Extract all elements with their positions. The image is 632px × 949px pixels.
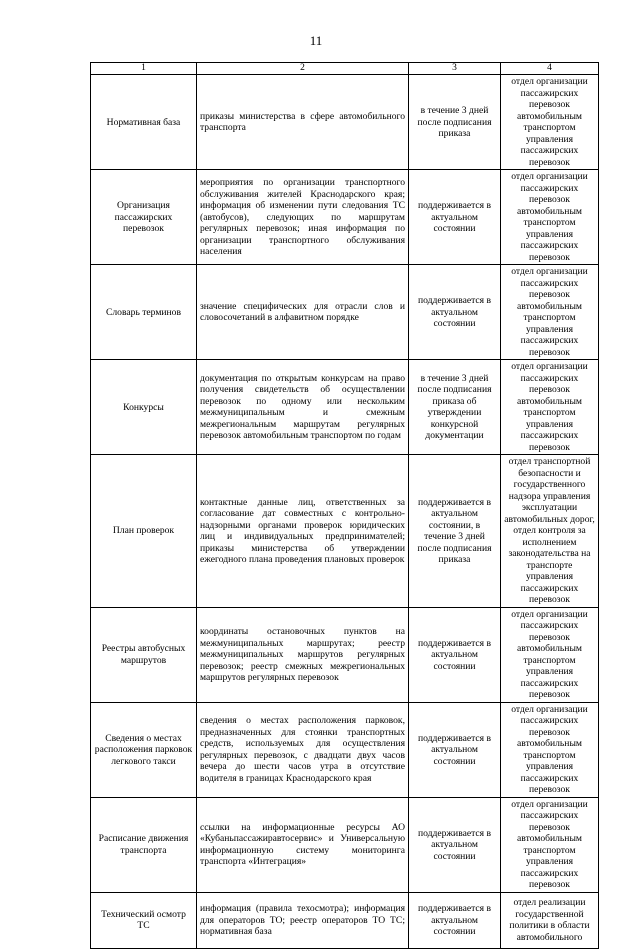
section-name: Конкурсы: [91, 360, 197, 455]
section-content: информация (правила техосмотра); информация для операторов ТО; реестр операторов ТО ТС; нормативная база: [197, 892, 409, 948]
section-content: координаты остановочных пунктов на межмуниципальных маршрутах; реестр межмуниципальных маршрутов регулярных перевозок; реестр смежных межрегиональных маршрутов регулярных перевозок: [197, 607, 409, 702]
column-number-1: 1: [91, 63, 197, 75]
section-name: Словарь терминов: [91, 265, 197, 360]
table-row: [91, 892, 599, 948]
table-row: [91, 607, 599, 702]
update-term: поддерживается в актуальном состоянии: [409, 265, 501, 360]
column-number-3: 3: [409, 63, 501, 75]
responsible-unit: отдел организации пассажирских перевозок автомобильным транспортом управления пассажирских перевозок: [501, 170, 599, 265]
update-term: поддерживается в актуальном состоянии: [409, 892, 501, 948]
section-content: мероприятия по организации транспортного обслуживания жителей Краснодарского края; информация об изменении пути следования ТС (автобусов), следующих по маршрутам регулярных перевозок; иная информация по организации транспортного обслуживания населения: [197, 170, 409, 265]
responsible-unit: отдел организации пассажирских перевозок автомобильным транспортом управления пассажирских перевозок: [501, 360, 599, 455]
table-row: [91, 75, 599, 170]
section-name: Реестры автобусных маршрутов: [91, 607, 197, 702]
section-name: Расписание движения транспорта: [91, 797, 197, 892]
column-number-4: 4: [501, 63, 599, 75]
table-row: [91, 265, 599, 360]
responsible-unit: отдел организации пассажирских перевозок автомобильным транспортом управления пассажирских перевозок: [501, 797, 599, 892]
update-term: поддерживается в актуальном состоянии: [409, 170, 501, 265]
update-term: в течение 3 дней после подписания приказа об утверждении конкурсной документации: [409, 360, 501, 455]
update-term: поддерживается в актуальном состоянии: [409, 797, 501, 892]
table-row: [91, 360, 599, 455]
table-header-row: [91, 63, 599, 75]
responsible-unit: отдел организации пассажирских перевозок автомобильным транспортом управления пассажирских перевозок: [501, 702, 599, 797]
update-term: поддерживается в актуальном состоянии: [409, 702, 501, 797]
table-row: [91, 702, 599, 797]
responsible-unit: отдел транспортной безопасности и государственного надзора управления эксплуатации автомобильных дорог, отдел контроля за исполнением законодательства на транспорте управления пассажирских перевозок: [501, 455, 599, 608]
table-row: [91, 170, 599, 265]
responsible-unit: отдел реализации государственной политики в области автомобильного: [501, 892, 599, 948]
section-content: ссылки на информационные ресурсы АО «Кубаньпассажиравтосервис» и Универсальную информационную систему мониторинга транспорта «Интеграция»: [197, 797, 409, 892]
update-term: поддерживается в актуальном состоянии, в течение 3 дней после подписания приказа: [409, 455, 501, 608]
page-number: 11: [309, 33, 323, 48]
table-row: [91, 455, 599, 608]
responsible-unit: отдел организации пассажирских перевозок автомобильным транспортом управления пассажирских перевозок: [501, 265, 599, 360]
document-table: [90, 62, 599, 949]
section-name: Сведения о местах расположения парковок легкового такси: [91, 702, 197, 797]
section-name: Организация пассажирских перевозок: [91, 170, 197, 265]
section-name: Нормативная база: [91, 75, 197, 170]
section-content: приказы министерства в сфере автомобильного транспорта: [197, 75, 409, 170]
section-content: сведения о местах расположения парковок, предназначенных для стоянки транспортных средств, используемых для осуществления регулярных перевозок, с двадцати двух часов вечера до шести часов утра в отсутствие водителя в границах Краснодарского края: [197, 702, 409, 797]
update-term: поддерживается в актуальном состоянии: [409, 607, 501, 702]
update-term: в течение 3 дней после подписания приказа: [409, 75, 501, 170]
section-name: План проверок: [91, 455, 197, 608]
table-row: [91, 797, 599, 892]
column-number-2: 2: [197, 63, 409, 75]
section-content: документация по открытым конкурсам на право получения свидетельств об осуществлении перевозок по одному или нескольким межмуниципальным и смежным межрегиональным маршрутам регулярных перевозок автомобильным транспортом по годам: [197, 360, 409, 455]
section-content: контактные данные лиц, ответственных за согласование дат совместных с контрольно-надзорными органами проверок юридических лиц и индивидуальных предпринимателей; приказы министерства об утверждении ежегодного плана проведения плановых проверок: [197, 455, 409, 608]
section-content: значение специфических для отрасли слов и словосочетаний в алфавитном порядке: [197, 265, 409, 360]
section-name: Технический осмотр ТС: [91, 892, 197, 948]
responsible-unit: отдел организации пассажирских перевозок автомобильным транспортом управления пассажирских перевозок: [501, 75, 599, 170]
responsible-unit: отдел организации пассажирских перевозок автомобильным транспортом управления пассажирских перевозок: [501, 607, 599, 702]
